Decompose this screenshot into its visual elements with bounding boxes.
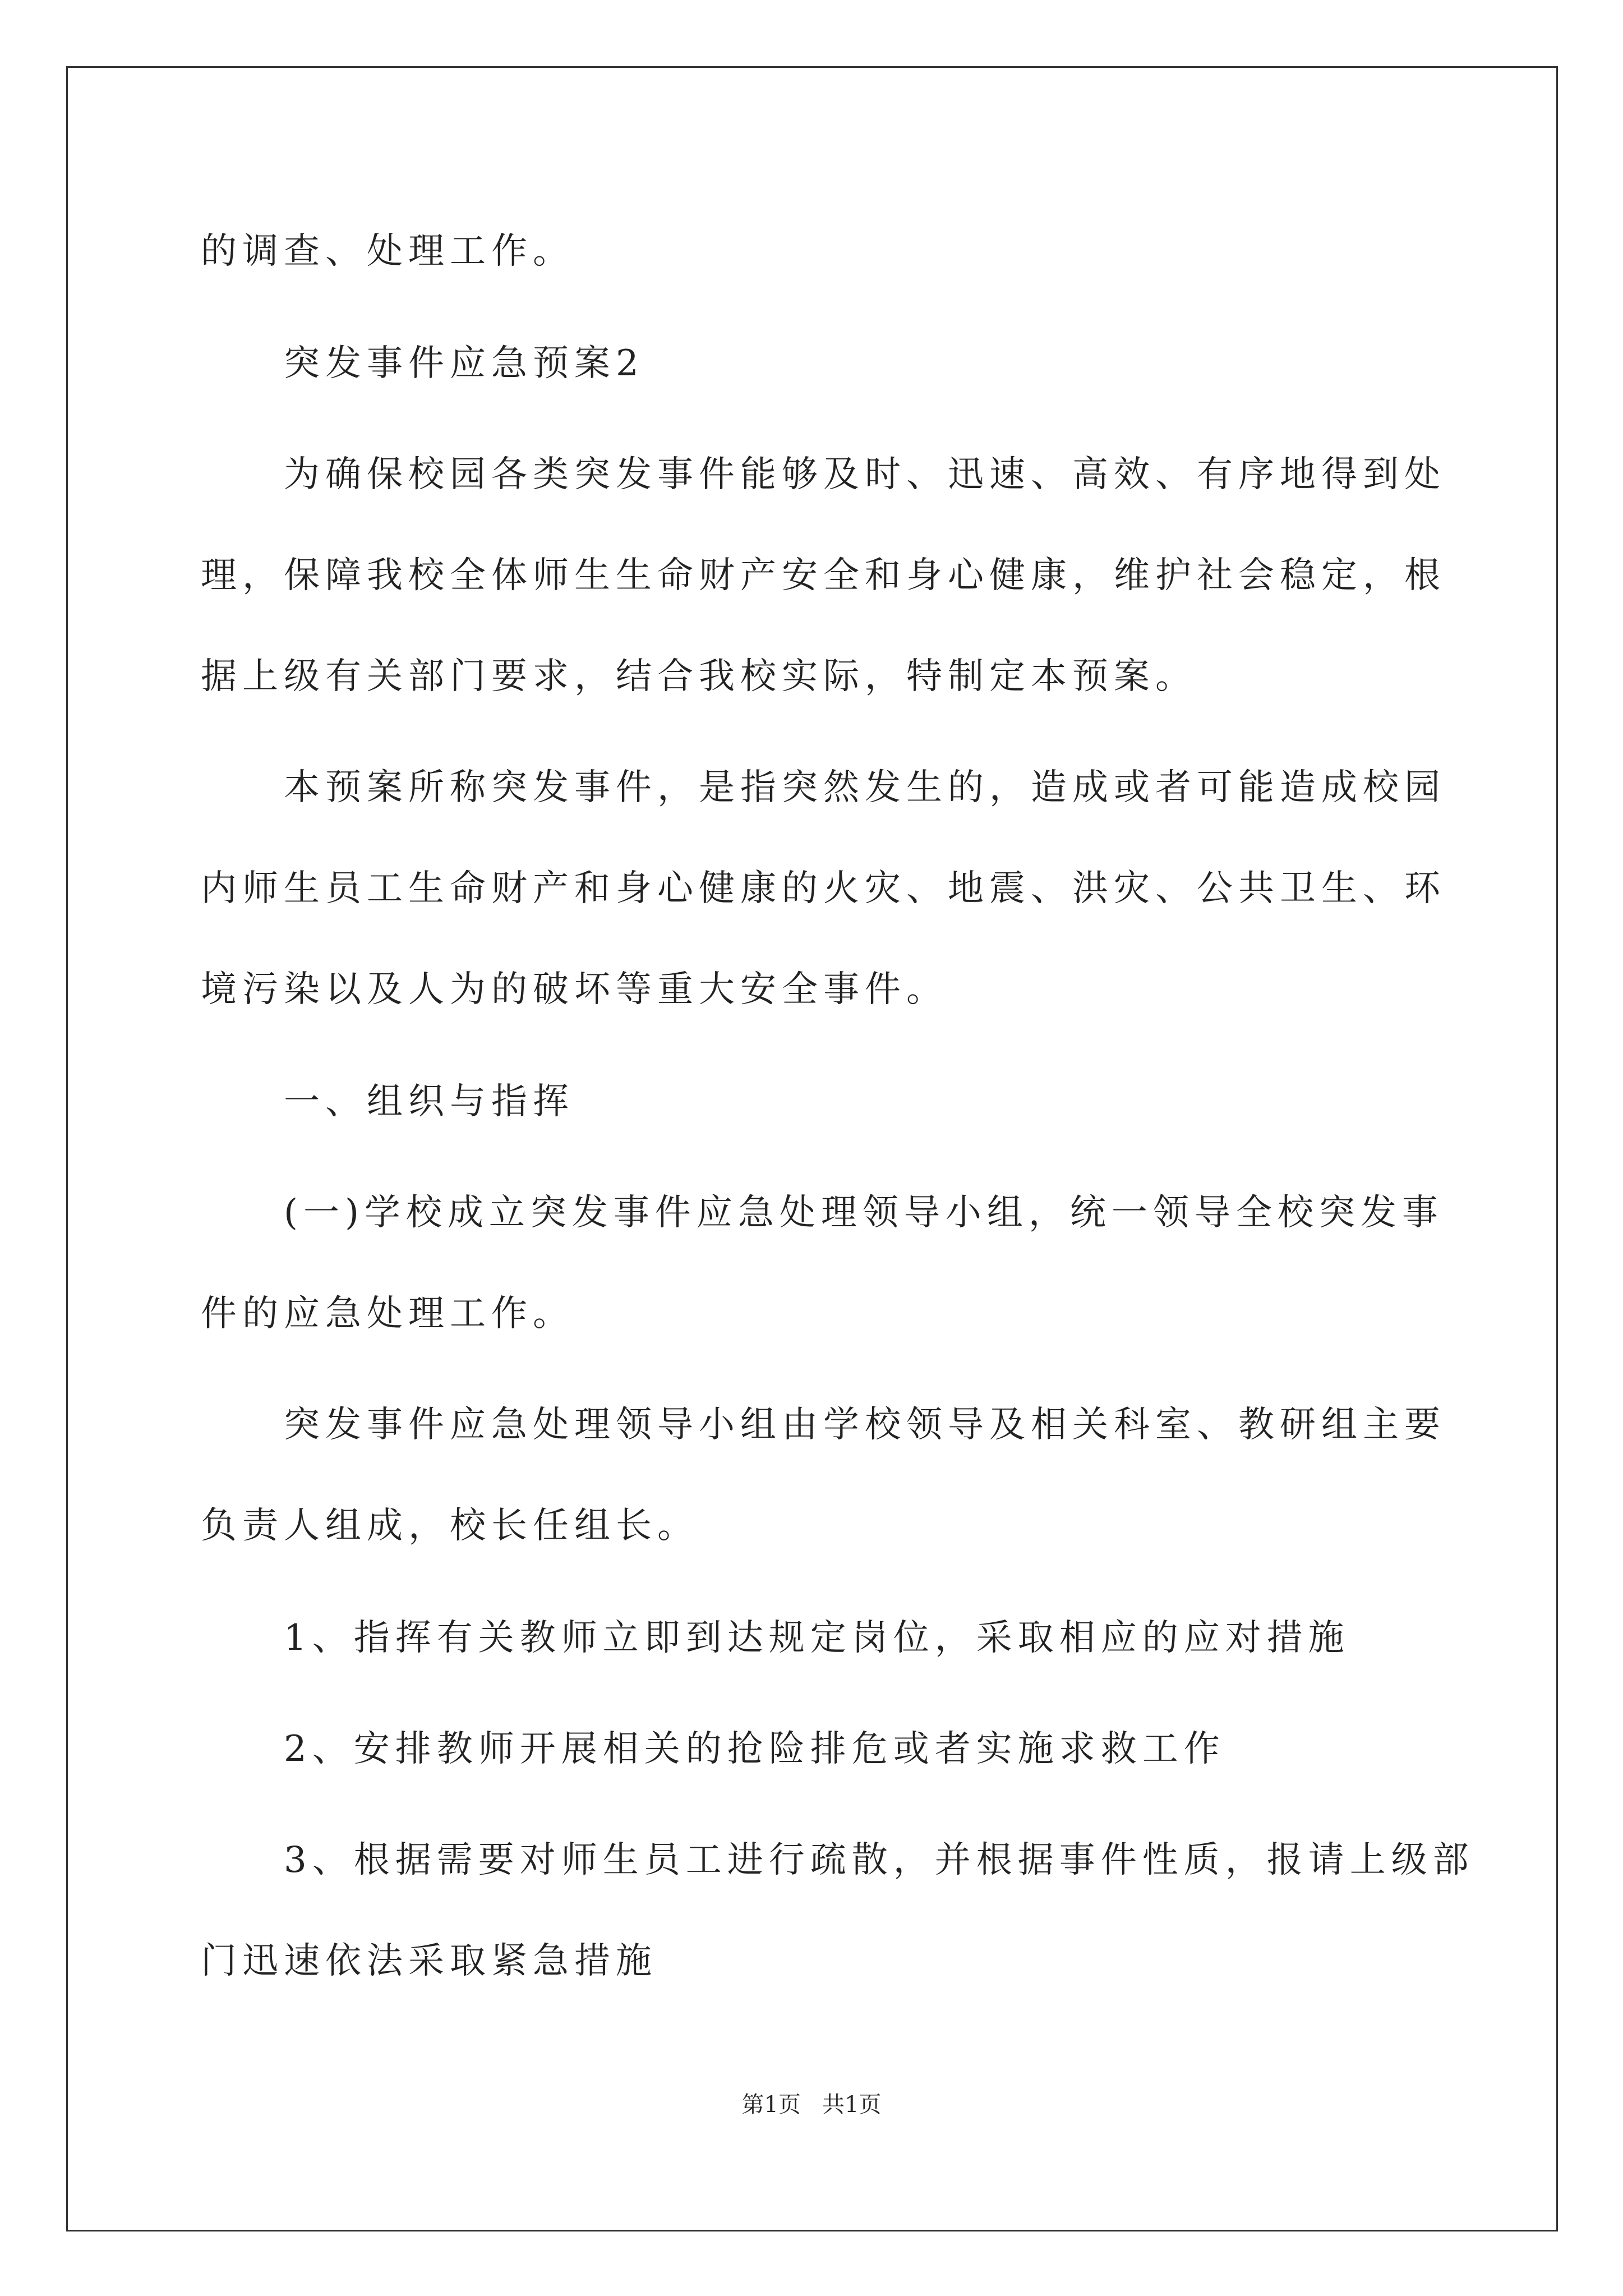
subsection-heading: 一、组织与指挥 (284, 1081, 574, 1122)
paragraph-line: 本预案所称突发事件，是指突然发生的，造成或者可能造成校园 (284, 767, 1446, 808)
page-number-footer: 第1页 共1页 (741, 2092, 882, 2118)
list-item: 3、根据需要对师生员工进行疏散，并根据事件性质，报请上级部 (284, 1839, 1474, 1881)
list-item: 1、指挥有关教师立即到达规定岗位，采取相应的应对措施 (284, 1617, 1350, 1659)
paragraph-line: 门迅速依法采取紧急措施 (201, 1940, 657, 1982)
list-item: 2、安排教师开展相关的抢险排危或者实施求救工作 (284, 1728, 1225, 1770)
section-heading: 突发事件应急预案2 (284, 343, 644, 384)
paragraph-line: (一)学校成立突发事件应急处理领导小组，统一领导全校突发事 (284, 1192, 1444, 1234)
paragraph-line: 据上级有关部门要求，结合我校实际，特制定本预案。 (201, 656, 1197, 697)
paragraph-line: 境污染以及人为的破坏等重大安全事件。 (201, 969, 948, 1010)
paragraph-line: 负责人组成，校长任组长。 (201, 1505, 699, 1547)
paragraph-line: 的调查、处理工作。 (201, 231, 574, 272)
paragraph-line: 为确保校园各类突发事件能够及时、迅速、高效、有序地得到处 (284, 454, 1446, 495)
paragraph-line: 理，保障我校全体师生生命财产安全和身心健康，维护社会稳定，根 (201, 555, 1446, 596)
paragraph-line: 突发事件应急处理领导小组由学校领导及相关科室、教研组主要 (284, 1404, 1446, 1446)
paragraph-line: 件的应急处理工作。 (201, 1293, 574, 1335)
page-border (66, 66, 1558, 2231)
paragraph-line: 内师生员工生命财产和身心健康的火灾、地震、洪灾、公共卫生、环 (201, 868, 1446, 909)
